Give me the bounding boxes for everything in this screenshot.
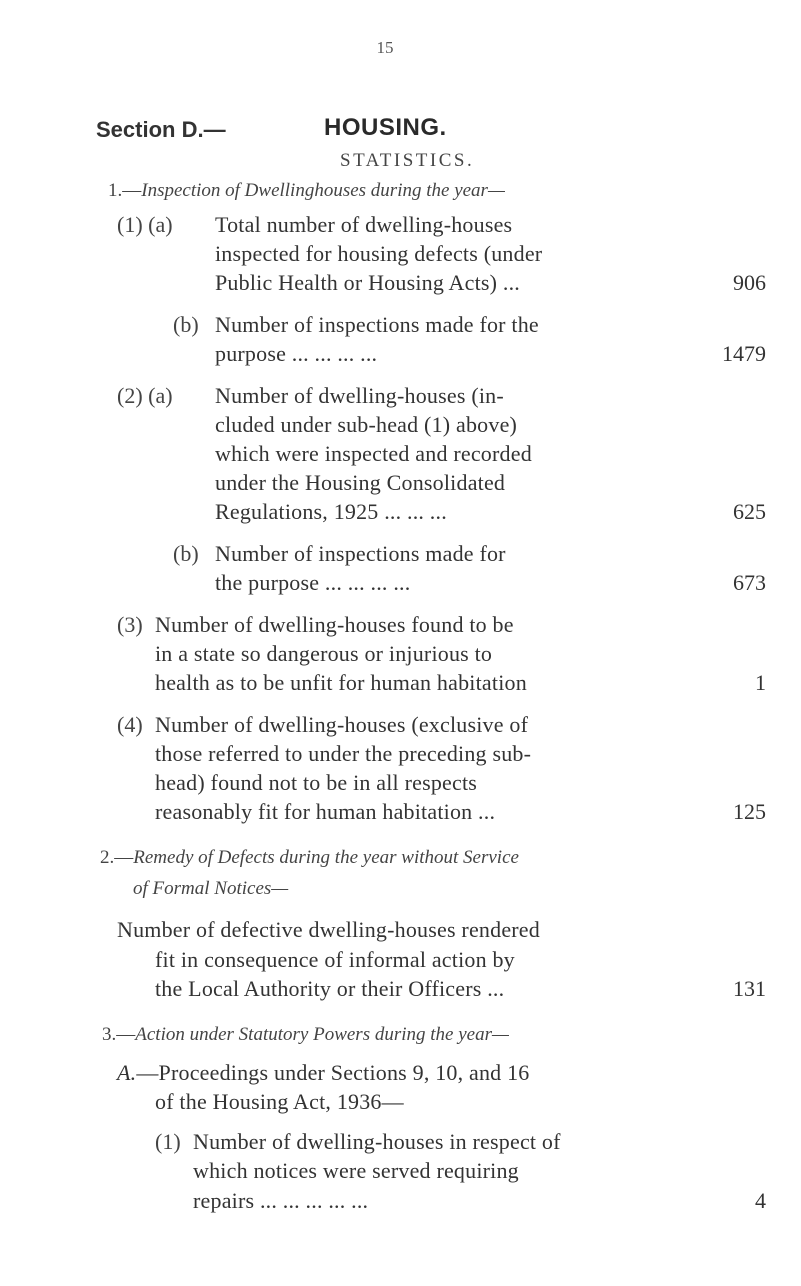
subheading-a-text: —Proceedings under Sections 9, 10, and 16 — [136, 1060, 530, 1085]
remedy-line: the Local Authority or their Officers ... — [155, 976, 505, 1001]
page-number: 15 — [376, 38, 394, 57]
section-title: HOUSING. — [324, 114, 447, 141]
item-3-line: in a state so dangerous or injurious to — [155, 641, 493, 666]
item-a1-value: 4 — [755, 1188, 766, 1213]
item-3-line: Number of dwelling-houses found to be — [155, 612, 514, 637]
item-1a-label: (1) (a) — [117, 212, 173, 237]
remedy-line: Number of defective dwelling-houses rendered — [117, 917, 540, 942]
remedy-line: fit in consequence of informal action by — [155, 947, 515, 972]
item-2a-line: cluded under sub-head (1) above) — [215, 412, 518, 437]
heading-remedy-text: Remedy of Defects during the year without Service — [133, 847, 519, 868]
item-3-line: health as to be unfit for human habitation — [155, 670, 527, 695]
section-subtitle: STATISTICS. — [340, 150, 475, 171]
item-1a-line: Total number of dwelling-houses — [215, 212, 513, 237]
subheading-a — [117, 1060, 529, 1086]
item-4-value: 125 — [733, 799, 766, 824]
item-2b-value: 673 — [733, 570, 766, 595]
heading-inspection-number: 1.— — [108, 180, 142, 201]
item-2b-line: the purpose ... ... ... ... — [215, 570, 411, 595]
heading-remedy-number: 2.— — [100, 847, 134, 868]
item-1a-line: inspected for housing defects (under — [215, 241, 543, 266]
item-4-label: (4) — [117, 712, 143, 737]
item-1b-line: purpose ... ... ... ... — [215, 341, 378, 366]
heading-remedy-line2: of Formal Notices— — [133, 878, 289, 899]
item-a1-label: (1) — [155, 1129, 181, 1154]
subheading-a-line2: of the Housing Act, 1936— — [155, 1089, 404, 1114]
heading-inspection — [108, 180, 505, 202]
item-a1-line: which notices were served requiring — [193, 1158, 519, 1183]
item-3-label: (3) — [117, 612, 143, 637]
item-2a-label: (2) (a) — [117, 383, 173, 408]
item-a1-line: Number of dwelling-houses in respect of — [193, 1129, 561, 1154]
item-2a-line: which were inspected and recorded — [215, 441, 532, 466]
item-1a-line: Public Health or Housing Acts) ... — [215, 270, 520, 295]
item-2a-line: under the Housing Consolidated — [215, 470, 506, 495]
section-label: Section D.— — [96, 117, 226, 142]
item-1b-line: Number of inspections made for the — [215, 312, 539, 337]
item-4-line: head) found not to be in all respects — [155, 770, 478, 795]
item-4-line: those referred to under the preceding sub- — [155, 741, 532, 766]
item-2a-value: 625 — [733, 499, 766, 524]
item-3-value: 1 — [755, 670, 766, 695]
item-1a-value: 906 — [733, 270, 766, 295]
item-4-line: Number of dwelling-houses (exclusive of — [155, 712, 529, 737]
item-2a-line: Number of dwelling-houses (in- — [215, 383, 504, 408]
item-1b-value: 1479 — [722, 341, 766, 366]
item-1b-label: (b) — [173, 312, 199, 337]
heading-remedy — [100, 847, 519, 869]
subheading-a-letter: A. — [117, 1060, 137, 1085]
item-2b-label: (b) — [173, 541, 199, 566]
item-2b-line: Number of inspections made for — [215, 541, 506, 566]
item-a1-line: repairs ... ... ... ... ... — [193, 1188, 369, 1213]
heading-action — [102, 1024, 509, 1046]
heading-inspection-text: Inspection of Dwellinghouses during the year— — [141, 180, 505, 201]
item-2a-line: Regulations, 1925 ... ... ... — [215, 499, 447, 524]
heading-action-number: 3.— — [102, 1024, 136, 1045]
heading-action-text: Action under Statutory Powers during the year— — [135, 1024, 509, 1045]
remedy-value: 131 — [733, 976, 766, 1001]
item-4-line: reasonably fit for human habitation ... — [155, 799, 496, 824]
